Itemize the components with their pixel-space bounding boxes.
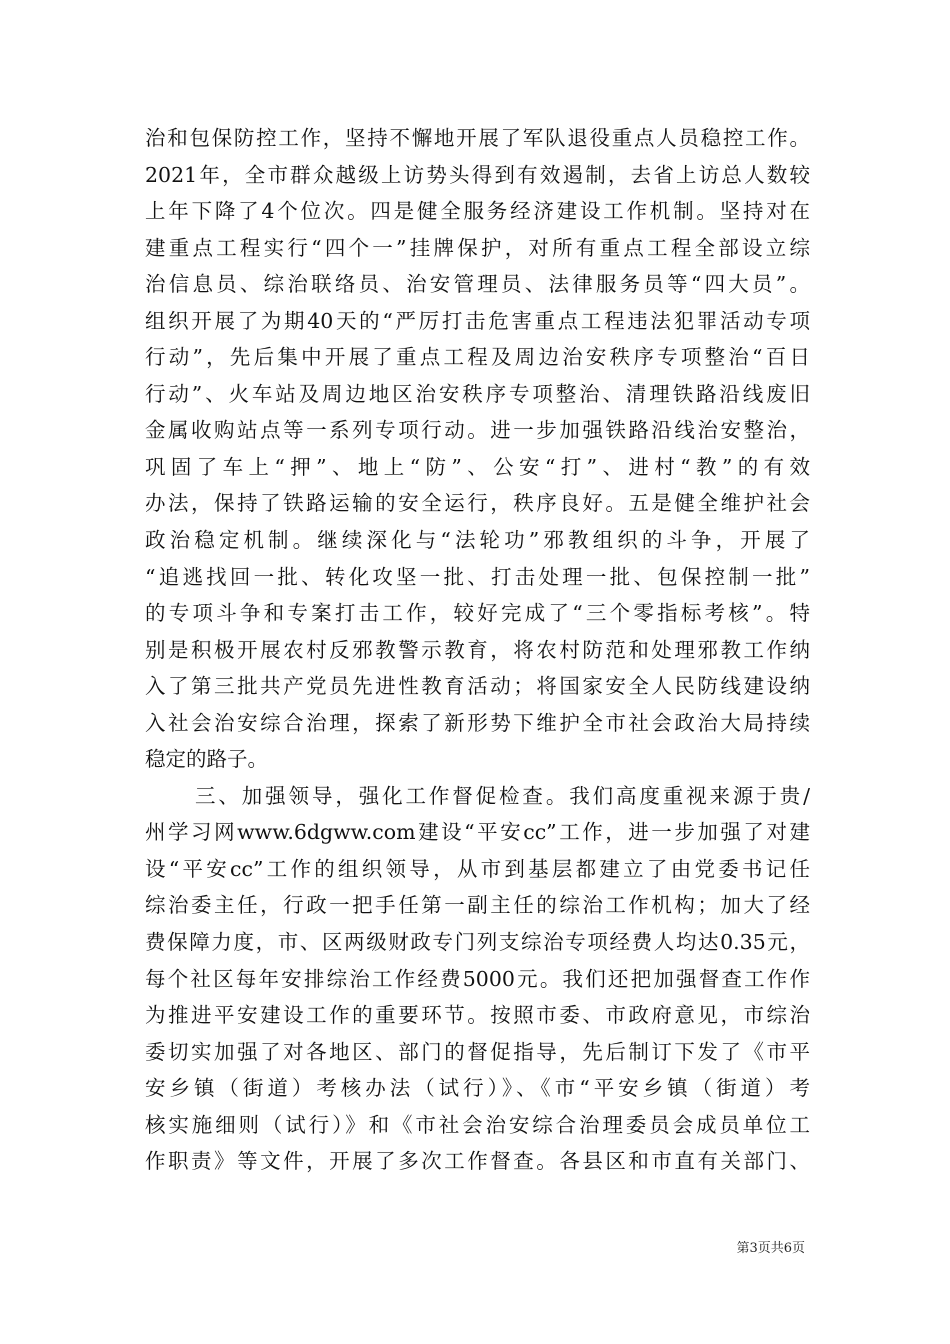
text-line: 为推进平安建设工作的重要环节。按照市委、市政府意见，市综治	[145, 1003, 810, 1028]
text-line: 综治委主任，行政一把手任第一副主任的综治工作机构；加大了经	[145, 893, 810, 918]
body-text	[145, 120, 810, 1180]
text-line: 设“平安cc”工作的组织领导，从市到基层都建立了由党委书记任	[145, 856, 810, 881]
text-line: 治信息员、综治联络员、治安管理员、法律服务员等“四大员”。	[145, 272, 810, 297]
text-line: 金属收购站点等一系列专项行动。进一步加强铁路沿线治安整治，	[145, 418, 810, 443]
text-line: 组织开展了为期40天的“严厉打击危害重点工程违法犯罪活动专项	[145, 308, 810, 333]
text-line: 上年下降了4个位次。四是健全服务经济建设工作机制。坚持对在	[145, 199, 810, 224]
text-line: 入了第三批共产党员先进性教育活动；将国家安全人民防线建设纳	[145, 674, 810, 699]
text-line: 行动”，先后集中开展了重点工程及周边治安秩序专项整治“百日	[145, 345, 810, 370]
text-line: 稳定的路子。	[145, 747, 268, 772]
text-line: 的专项斗争和专案打击工作，较好完成了“三个零指标考核”。特	[145, 601, 810, 626]
text-line: 作职责》等文件，开展了多次工作督查。各县区和市直有关部门、	[145, 1149, 810, 1174]
text-line: 州学习网www.6dgww.com建设“平安cc”工作，进一步加强了对建	[145, 820, 810, 845]
paragraph-start-line: 三、加强领导，强化工作督促检查。我们高度重视来源于贵/	[195, 783, 810, 808]
text-line: 费保障力度，市、区两级财政专门列支综治专项经费人均达0.35元，	[145, 930, 810, 955]
text-line: 行动”、火车站及周边地区治安秩序专项整治、清理铁路沿线废旧	[145, 381, 810, 406]
text-line: 入社会治安综合治理，探索了新形势下维护全市社会政治大局持续	[145, 710, 810, 735]
text-line: “追逃找回一批、转化攻坚一批、打击处理一批、包保控制一批”	[145, 564, 810, 589]
text-line: 每个社区每年安排综治工作经费5000元。我们还把加强督查工作作	[145, 966, 810, 991]
text-line: 委切实加强了对各地区、部门的督促指导，先后制订下发了《市平	[145, 1039, 810, 1064]
text-line: 2021年，全市群众越级上访势头得到有效遏制，去省上访总人数较	[145, 162, 810, 187]
text-line: 别是积极开展农村反邪教警示教育，将农村防范和处理邪教工作纳	[145, 637, 810, 662]
text-line: 治和包保防控工作，坚持不懈地开展了军队退役重点人员稳控工作。	[145, 126, 810, 150]
text-line: 安乡镇（街道）考核办法（试行）》、《市“平安乡镇（街道）考	[145, 1076, 810, 1101]
text-line: 政治稳定机制。继续深化与“法轮功”邪教组织的斗争，开展了	[145, 528, 810, 553]
text-line: 建重点工程实行“四个一”挂牌保护，对所有重点工程全部设立综	[145, 235, 810, 260]
text-line: 核实施细则（试行）》和《市社会治安综合治理委员会成员单位工	[145, 1112, 810, 1137]
text-line: 办法，保持了铁路运输的安全运行，秩序良好。五是健全维护社会	[145, 491, 810, 516]
page-number-footer: 第3页共6页	[736, 1241, 805, 1256]
text-line: 巩固了车上“押”、地上“防”、公安“打”、进村“教”的有效	[145, 454, 810, 479]
